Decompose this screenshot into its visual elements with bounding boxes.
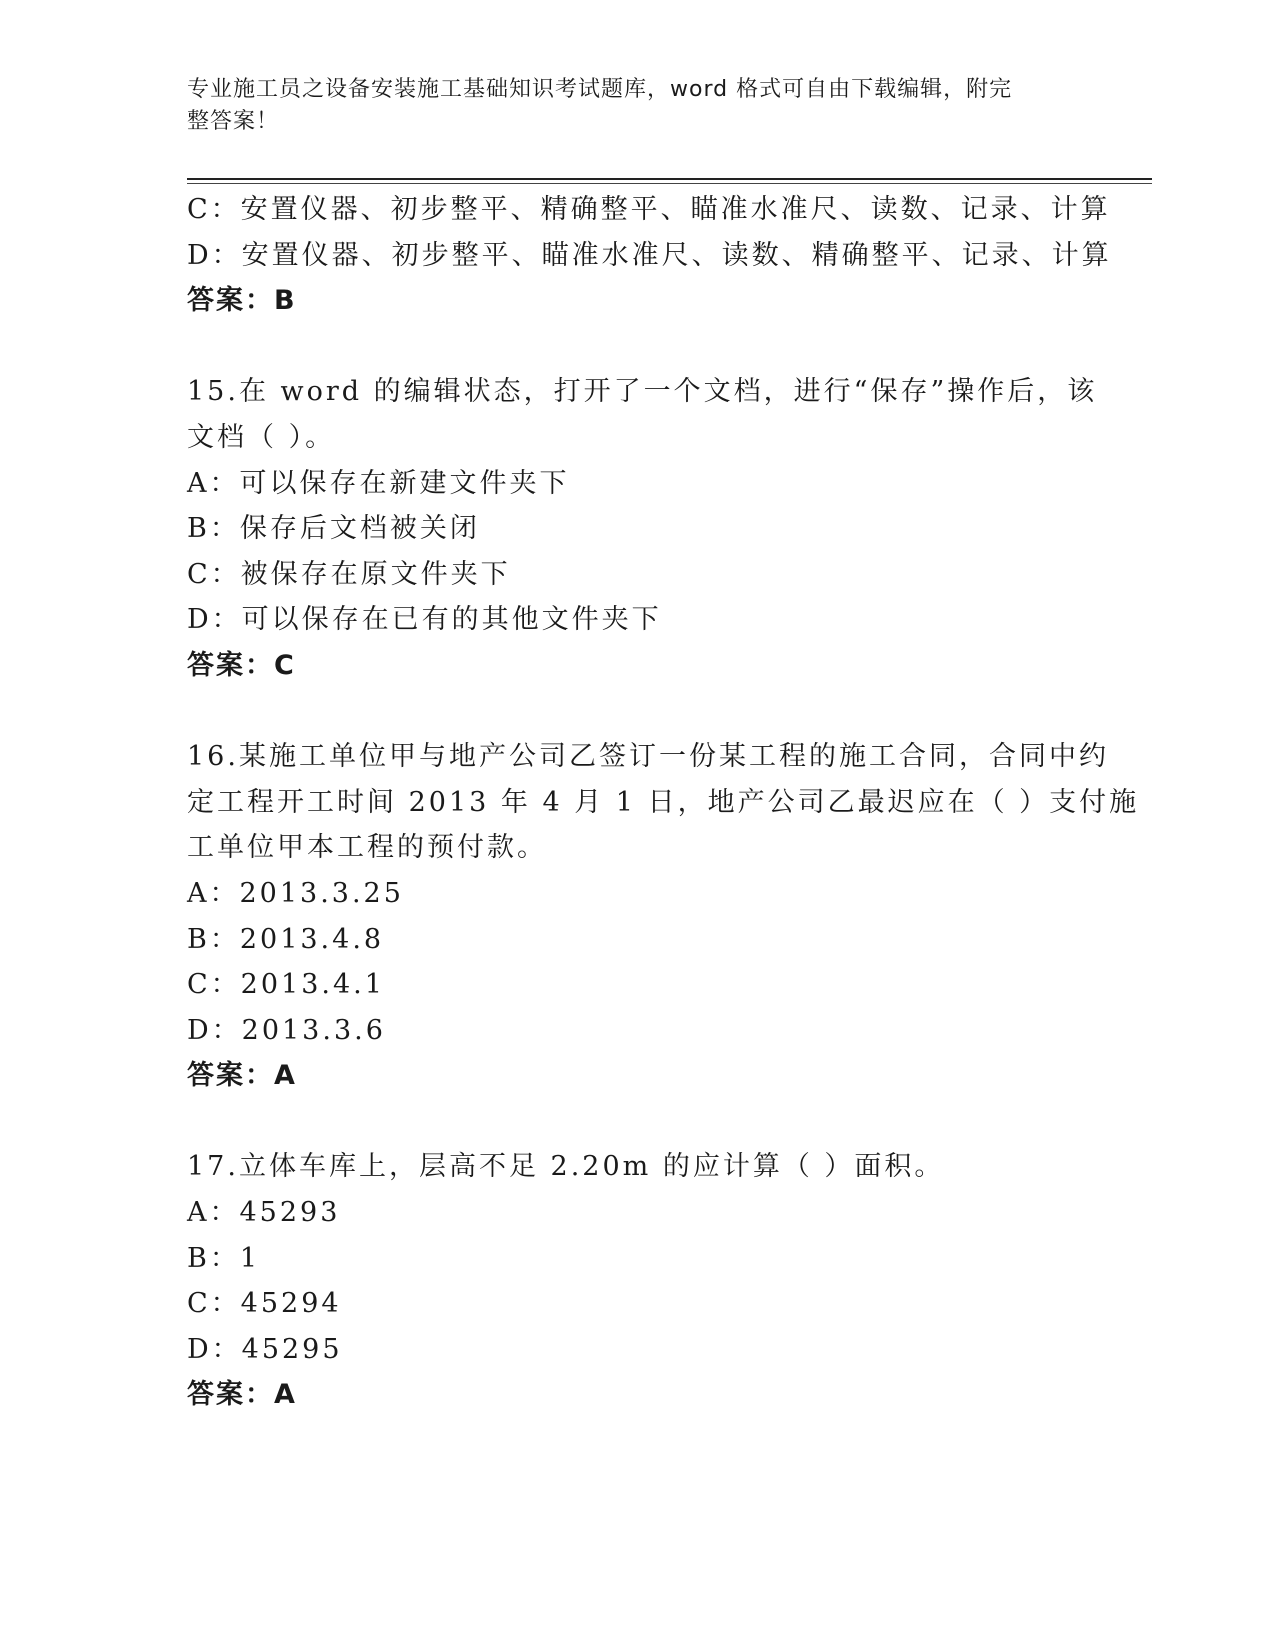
spacer (187, 324, 1087, 370)
option-a: A：45293 (187, 1197, 341, 1229)
option-a: A：2013.3.25 (187, 877, 404, 909)
spacer (187, 1099, 1087, 1145)
option-d: D：2013.3.6 (187, 1014, 386, 1046)
option-c: C：45294 (187, 1288, 342, 1320)
answer-line: 答案：C (187, 649, 296, 681)
option-c: C：安置仪器、初步整平、精确整平、瞄准水准尺、读数、记录、计算 (187, 194, 1111, 225)
spacer (187, 689, 1087, 735)
option-a: A：可以保存在新建文件夹下 (187, 467, 570, 499)
answer-line: 答案：A (187, 1060, 297, 1092)
question-text-line-1: 16.某施工单位甲与地产公司乙签订一份某工程的施工合同，合同中约 (187, 741, 1109, 773)
question-text-line-2: 定工程开工时间 2013 年 4 月 1 日，地产公司乙最迟应在（ ）支付施 (187, 786, 1140, 818)
answer-line: 答案：A (187, 1379, 297, 1411)
option-c: C：被保存在原文件夹下 (187, 558, 511, 590)
option-c: C：2013.4.1 (187, 969, 385, 1001)
header-line-1: 专业施工员之设备安装施工基础知识考试题库，word 格式可自由下载编辑，附完 (187, 77, 1013, 102)
question-text-line-3: 工单位甲本工程的预付款。 (187, 832, 547, 864)
option-d: D：可以保存在已有的其他文件夹下 (187, 604, 662, 636)
option-b: B：1 (187, 1242, 261, 1274)
header-divider-thick (187, 178, 1152, 180)
question-16 (187, 734, 1140, 1099)
answer-line: 答案：B (187, 285, 297, 317)
option-d: D：安置仪器、初步整平、瞄准水准尺、读数、精确整平、记录、计算 (187, 239, 1112, 271)
header-line-2: 整答案！ (187, 109, 280, 134)
question-15 (187, 369, 1098, 688)
question-text-line-2: 文档（ ）。 (187, 421, 336, 453)
question-14-continued (187, 187, 1112, 324)
question-text-line-1: 15.在 word 的编辑状态，打开了一个文档，进行“保存”操作后，该 (187, 376, 1098, 408)
question-text-line-1: 17.立体车库上，层高不足 2.20m 的应计算（ ）面积。 (187, 1151, 945, 1183)
option-b: B：2013.4.8 (187, 923, 385, 955)
document-body (187, 187, 1140, 1418)
option-b: B：保存后文档被关闭 (187, 513, 480, 545)
option-d: D：45295 (187, 1333, 343, 1365)
header-divider-thin (187, 183, 1152, 184)
question-17 (187, 1144, 1087, 1418)
document-header (187, 74, 1067, 138)
